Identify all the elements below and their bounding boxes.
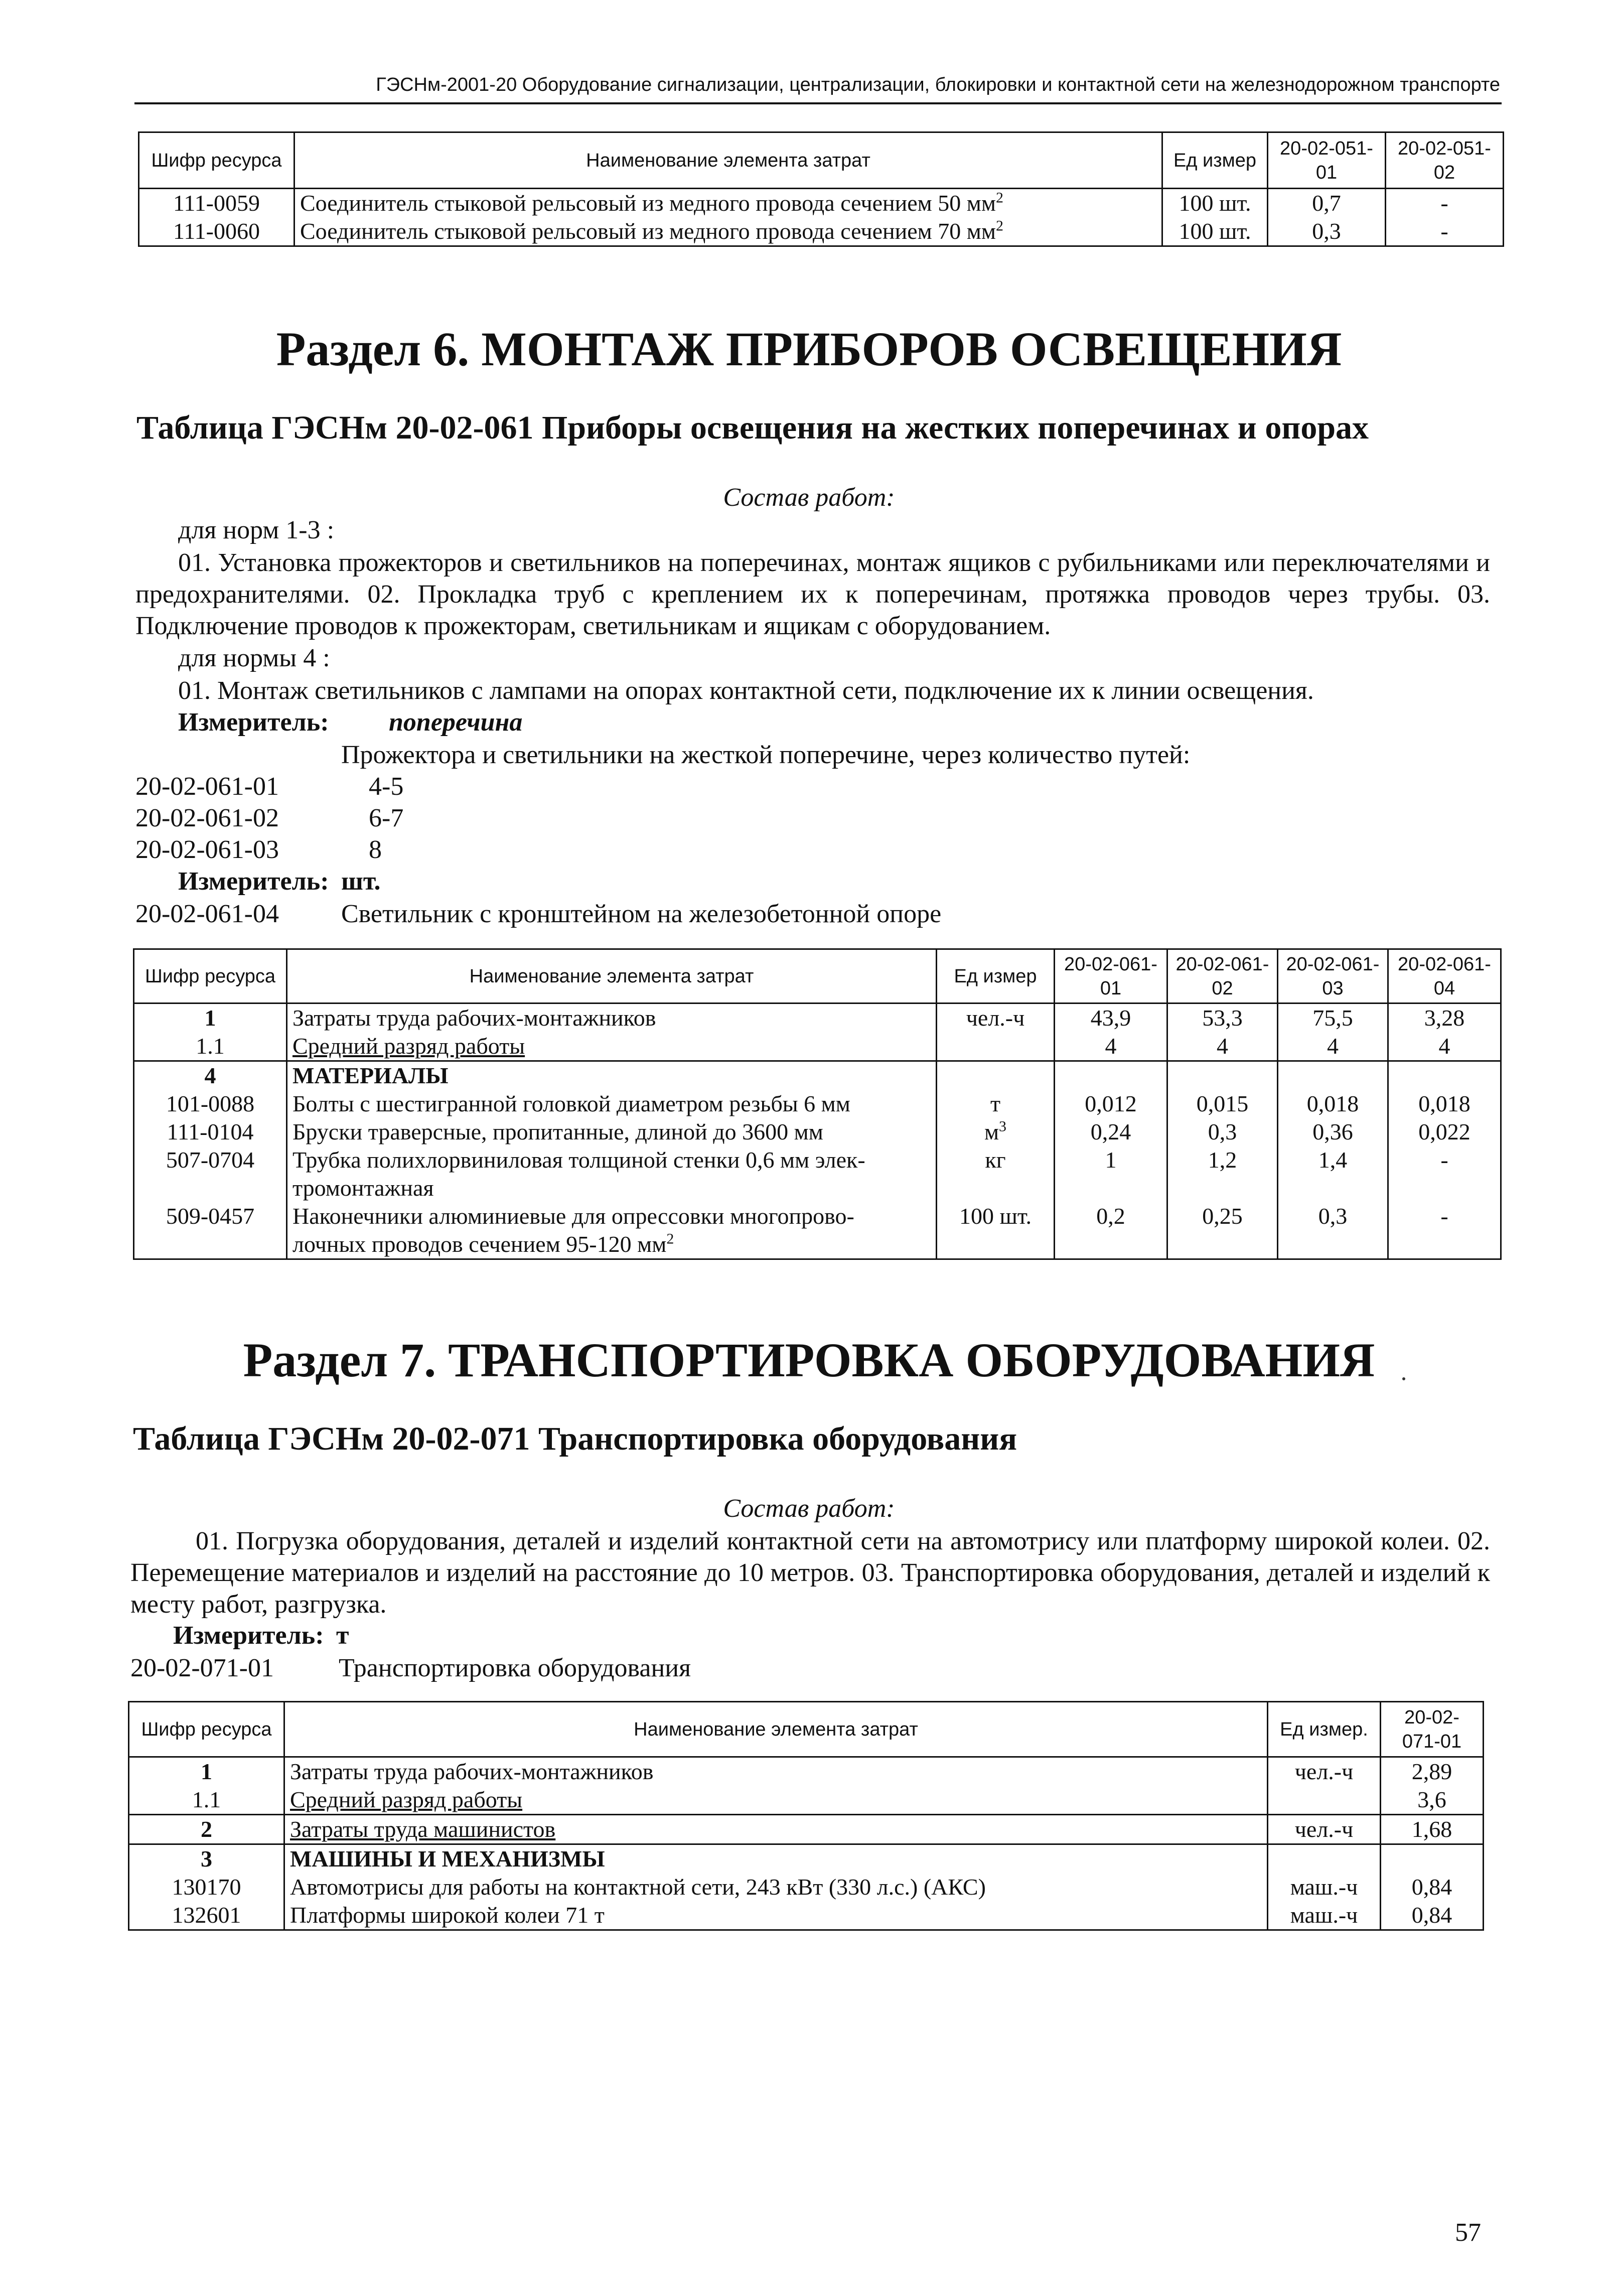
table-071-title: Таблица ГЭСНм 20-02-071 Транспортировка оборудования	[133, 1420, 1017, 1457]
resource-unit: 100 шт.	[937, 1202, 1055, 1259]
resource-value	[1055, 1061, 1167, 1090]
resource-code: 507-0704	[134, 1146, 287, 1202]
work-description: 01. Монтаж светильников с лампами на опорах контактной сети, подключение их к линии освещения.	[178, 676, 1314, 705]
work-description: 01. Погрузка оборудования, деталей и изделий контактной сети на автомотрису или платформу широкой колеи. 02. Перемещение материалов и изделий на расстояние до 10 метров. 03. Транспортировка оборудования, деталей и изделий к месту работ, разгрузка.	[130, 1527, 1490, 1619]
resource-unit: маш.-ч	[1268, 1901, 1381, 1930]
resource-value: 75,5	[1278, 1003, 1388, 1033]
resource-value	[1278, 1061, 1388, 1090]
resource-value: 4	[1167, 1032, 1278, 1061]
resource-code: 101-0088	[134, 1090, 287, 1118]
norm-code: 20-02-071-01	[130, 1654, 274, 1682]
table-row	[139, 217, 1504, 246]
table-row	[129, 1901, 1484, 1930]
resource-value: 0,018	[1278, 1090, 1388, 1118]
resource-value: -	[1386, 217, 1504, 246]
resource-value: 0,015	[1167, 1090, 1278, 1118]
norm-code: 20-02-061-03	[135, 835, 279, 864]
measure-value: шт.	[341, 867, 381, 896]
col-norm-header: 20-02-061-03	[1278, 949, 1388, 1003]
resource-value: 1,2	[1167, 1146, 1278, 1202]
measure-value: т	[336, 1621, 349, 1650]
resource-value: 0,25	[1167, 1202, 1278, 1259]
resource-code: 111-0060	[139, 217, 295, 246]
table-row	[129, 1757, 1484, 1786]
resource-value: -	[1388, 1146, 1501, 1202]
resource-unit	[1268, 1844, 1381, 1874]
work-composition-heading: Состав работ:	[723, 483, 895, 512]
norm-code: 20-02-061-02	[135, 804, 279, 832]
resource-value: 0,3	[1167, 1118, 1278, 1146]
resource-name: Соединитель стыковой рельсовый из медного провода сечением 50 $мм^2$	[295, 189, 1162, 218]
table-061	[133, 948, 1502, 1260]
col-norm-header: 20-02-061-02	[1167, 949, 1278, 1003]
col-name-header: Наименование элемента затрат	[284, 1702, 1268, 1757]
resource-code: 2	[129, 1815, 284, 1844]
resource-name: Средний разряд работы	[287, 1032, 937, 1061]
resource-value: 53,3	[1167, 1003, 1278, 1033]
table-row	[134, 1032, 1501, 1061]
table-row	[139, 189, 1504, 218]
col-unit-header: Ед измер	[937, 949, 1055, 1003]
resource-value: 0,36	[1278, 1118, 1388, 1146]
norm-code: 20-02-061-04	[135, 900, 279, 928]
resource-value: 0,24	[1055, 1118, 1167, 1146]
table-row	[129, 1815, 1484, 1844]
section-7-title: Раздел 7. ТРАНСПОРТИРОВКА ОБОРУДОВАНИЯ	[243, 1333, 1375, 1387]
resource-value: 0,012	[1055, 1090, 1167, 1118]
resource-unit	[937, 1061, 1055, 1090]
resource-code: 132601	[129, 1901, 284, 1930]
resource-name: Средний разряд работы	[284, 1786, 1268, 1815]
table-061-title: Таблица ГЭСНм 20-02-061 Приборы освещения на жестких поперечинах и опорах	[136, 409, 1369, 446]
col-code-header: Шифр ресурса	[134, 949, 287, 1003]
resource-value: 1,4	[1278, 1146, 1388, 1202]
col-code-header: Шифр ресурса	[129, 1702, 284, 1757]
col-norm-header: 20-02-061-01	[1055, 949, 1167, 1003]
norms-4-label: для нормы 4 :	[178, 644, 330, 672]
page-number: 57	[1455, 2218, 1481, 2247]
resource-unit: $м^3$	[937, 1118, 1055, 1146]
resource-name: Бруски траверсные, пропитанные, длиной до 3600 мм	[287, 1118, 937, 1146]
resource-value: 43,9	[1055, 1003, 1167, 1033]
resource-name: Затраты труда рабочих-монтажников	[287, 1003, 937, 1033]
resource-code: 111-0059	[139, 189, 295, 218]
resource-name: Автомотрисы для работы на контактной сети, 243 кВт (330 л.с.) (АКС)	[284, 1873, 1268, 1901]
measure-line	[178, 867, 381, 896]
resource-unit: 100 шт.	[1162, 189, 1268, 218]
resource-value: 3,6	[1381, 1786, 1484, 1815]
resource-name: Платформы широкой колеи 71 т	[284, 1901, 1268, 1930]
resource-value: 0,84	[1381, 1873, 1484, 1901]
resource-code: 1.1	[129, 1786, 284, 1815]
table-row	[129, 1844, 1484, 1874]
resource-value: -	[1386, 189, 1504, 218]
resource-name: МАТЕРИАЛЫ	[287, 1061, 937, 1090]
col-name-header: Наименование элемента затрат	[295, 132, 1162, 189]
resource-value	[1388, 1061, 1501, 1090]
resource-unit: чел.-ч	[937, 1003, 1055, 1033]
norm-code: 20-02-061-01	[135, 772, 279, 801]
resource-name: Затраты труда машинистов	[284, 1815, 1268, 1844]
resource-code: 3	[129, 1844, 284, 1874]
resource-name: Соединитель стыковой рельсовый из медного провода сечением 70 $мм^2$	[295, 217, 1162, 246]
resource-name: Трубка полихлорвиниловая толщиной стенки 0,6 мм элек- тромонтажная	[287, 1146, 937, 1202]
resource-name: Болты с шестигранной головкой диаметром резьбы 6 мм	[287, 1090, 937, 1118]
work-composition-heading: Состав работ:	[723, 1494, 895, 1523]
resource-value: 4	[1055, 1032, 1167, 1061]
resource-code: 111-0104	[134, 1118, 287, 1146]
col-unit-header: Ед измер	[1162, 132, 1268, 189]
resource-name: Наконечники алюминиевые для опрессовки многопрово- лочных проводов сечением 95-120 $мм^2$	[287, 1202, 937, 1259]
resource-code: 1	[129, 1757, 284, 1786]
scan-speck	[1402, 1377, 1405, 1380]
resource-value	[1167, 1061, 1278, 1090]
resource-unit: т	[937, 1090, 1055, 1118]
resource-code: 130170	[129, 1873, 284, 1901]
norm-value: 8	[369, 835, 382, 864]
table-row	[129, 1786, 1484, 1815]
resource-value: 0,7	[1268, 189, 1386, 218]
resource-unit: маш.-ч	[1268, 1873, 1381, 1901]
resource-value: 1,68	[1381, 1815, 1484, 1844]
resource-value: 0,3	[1268, 217, 1386, 246]
col-unit-header: Ед измер.	[1268, 1702, 1381, 1757]
resource-unit	[937, 1032, 1055, 1061]
resource-code: 509-0457	[134, 1202, 287, 1259]
table-row	[129, 1873, 1484, 1901]
table-071	[128, 1701, 1484, 1931]
resource-value: 0,022	[1388, 1118, 1501, 1146]
table-row	[134, 1061, 1501, 1090]
norm-description: Светильник с кронштейном на железобетонной опоре	[341, 900, 942, 928]
resource-code: 1.1	[134, 1032, 287, 1061]
col-norm-header: 20-02-051-02	[1386, 132, 1504, 189]
resource-value: 0,2	[1055, 1202, 1167, 1259]
resource-unit: чел.-ч	[1268, 1815, 1381, 1844]
resource-unit: 100 шт.	[1162, 217, 1268, 246]
measure-label: Измеритель:	[178, 708, 329, 737]
norm-description: Транспортировка оборудования	[339, 1654, 691, 1682]
resource-value: 2,89	[1381, 1757, 1484, 1786]
resource-value: 0,84	[1381, 1901, 1484, 1930]
resource-value: 4	[1388, 1032, 1501, 1061]
resource-name: МАШИНЫ И МЕХАНИЗМЫ	[284, 1844, 1268, 1874]
resource-value: 0,018	[1388, 1090, 1501, 1118]
table-row	[134, 1003, 1501, 1033]
norm-group-description: Прожектора и светильники на жесткой поперечине, через количество путей:	[341, 741, 1191, 769]
table-row	[134, 1118, 1501, 1146]
measure-label: Измеритель:	[173, 1621, 324, 1650]
measure-label: Измеритель:	[178, 867, 329, 896]
resource-unit	[1268, 1786, 1381, 1815]
norm-value: 6-7	[369, 804, 404, 832]
resource-value: -	[1388, 1202, 1501, 1259]
section-6-title: Раздел 6. МОНТАЖ ПРИБОРОВ ОСВЕЩЕНИЯ	[276, 322, 1342, 376]
col-norm-header: 20-02-051-01	[1268, 132, 1386, 189]
table-051	[138, 131, 1504, 247]
col-norm-header: 20-02-061-04	[1388, 949, 1501, 1003]
resource-code: 1	[134, 1003, 287, 1033]
measure-line	[178, 707, 522, 737]
resource-value: 1	[1055, 1146, 1167, 1202]
col-code-header: Шифр ресурса	[139, 132, 295, 189]
col-norm-header: 20-02-071-01	[1381, 1702, 1484, 1757]
col-name-header: Наименование элемента затрат	[287, 949, 937, 1003]
measure-value: поперечина	[389, 708, 523, 737]
resource-value	[1381, 1844, 1484, 1874]
resource-unit: чел.-ч	[1268, 1757, 1381, 1786]
resource-code: 4	[134, 1061, 287, 1090]
resource-value: 0,3	[1278, 1202, 1388, 1259]
resource-value: 3,28	[1388, 1003, 1501, 1033]
norm-value: 4-5	[369, 772, 404, 801]
header-rule	[134, 102, 1502, 104]
norms-1-3-label: для норм 1-3 :	[178, 516, 335, 544]
measure-line	[173, 1621, 349, 1650]
work-description: 01. Установка прожекторов и светильников на поперечинах, монтаж ящиков с рубильниками или переключателями и предохранителями. 02. Прокладка труб с креплением их к поперечинам, протяжка проводов через трубы. 03. Подключение проводов к прожекторам, светильникам и ящикам с оборудованием.	[135, 548, 1490, 640]
running-header: ГЭСНм-2001-20 Оборудование сигнализации, централизации, блокировки и контактной сети на железнодорожном транспорте	[376, 74, 1500, 95]
table-row	[134, 1090, 1501, 1118]
table-row	[134, 1202, 1501, 1259]
resource-value: 4	[1278, 1032, 1388, 1061]
resource-unit: кг	[937, 1146, 1055, 1202]
resource-name: Затраты труда рабочих-монтажников	[284, 1757, 1268, 1786]
table-row	[134, 1146, 1501, 1202]
